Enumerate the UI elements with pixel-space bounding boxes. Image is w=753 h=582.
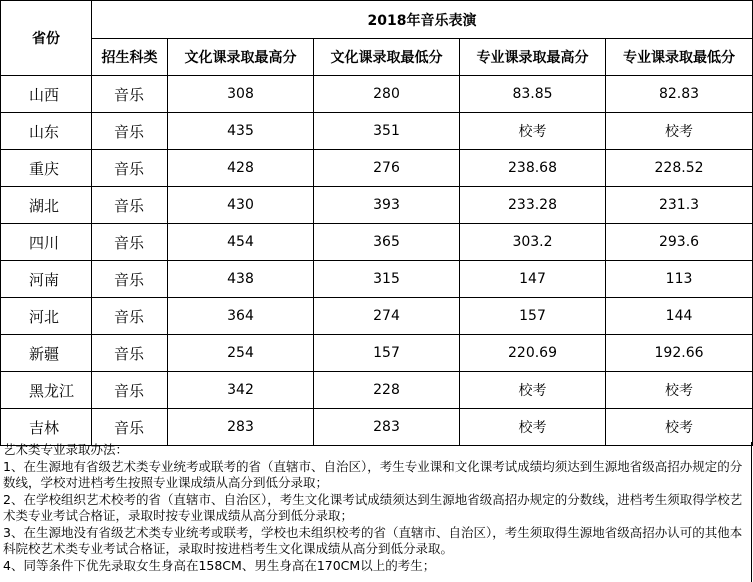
culture-min-cell: 274 [314, 298, 460, 335]
table-row [1, 150, 753, 187]
province-cell: 吉林 [1, 409, 92, 446]
professional-max-cell: 147 [460, 261, 606, 298]
culture-min-cell: 365 [314, 224, 460, 261]
province-cell: 山西 [1, 76, 92, 113]
culture-min-cell: 351 [314, 113, 460, 150]
column-header-culture-max: 文化课录取最高分 [168, 39, 314, 76]
admission-notes [0, 442, 752, 582]
subject-cell: 音乐 [92, 298, 168, 335]
table-row [1, 372, 753, 409]
culture-min-cell: 393 [314, 187, 460, 224]
culture-max-cell: 364 [168, 298, 314, 335]
culture-max-cell: 430 [168, 187, 314, 224]
culture-max-cell: 308 [168, 76, 314, 113]
professional-max-cell: 校考 [460, 409, 606, 446]
notes-item-4: 4、同等条件下优先录取女生身高在158CM、男生身高在170CM以上的考生； [3, 557, 436, 573]
culture-max-cell: 342 [168, 372, 314, 409]
notes-item-3: 3、在生源地没有省级艺术类专业统考或联考，学校也未组织校考的省（直辖市、自治区），考生须取得生源地省级高招办认可的其他本科院校艺术类专业考试合格证，录取时按进档考生文化课成绩从高分到低分录取。 [3, 524, 743, 556]
subject-cell: 音乐 [92, 76, 168, 113]
subject-cell: 音乐 [92, 335, 168, 372]
subject-cell: 音乐 [92, 409, 168, 446]
professional-min-cell: 144 [606, 298, 753, 335]
table-row [1, 261, 753, 298]
notes-heading: 艺术类专业录取办法： [3, 442, 129, 457]
culture-max-cell: 283 [168, 409, 314, 446]
province-cell: 河南 [1, 261, 92, 298]
professional-min-cell: 192.66 [606, 335, 753, 372]
culture-min-cell: 315 [314, 261, 460, 298]
notes-item-2: 2、在学校组织艺术校考的省（直辖市、自治区），考生文化课考试成绩须达到生源地省级高招办规定的分数线，进档考生须取得学校艺术类专业考试合格证，录取时按专业课成绩从高分到低分录取； [3, 491, 743, 523]
table-title: 2018年音乐表演 [92, 1, 753, 39]
professional-min-cell: 校考 [606, 409, 753, 446]
table-row [1, 224, 753, 261]
professional-max-cell: 校考 [460, 372, 606, 409]
professional-min-cell: 校考 [606, 372, 753, 409]
province-cell: 四川 [1, 224, 92, 261]
culture-min-cell: 228 [314, 372, 460, 409]
subject-cell: 音乐 [92, 261, 168, 298]
subject-cell: 音乐 [92, 187, 168, 224]
notes-item-1: 1、在生源地有省级艺术类专业统考或联考的省（直辖市、自治区），考生专业课和文化课考试成绩均须达到生源地省级高招办规定的分数线，学校对进档考生按照专业课成绩从高分到低分录取； [3, 458, 743, 490]
table-row [1, 187, 753, 224]
professional-min-cell: 228.52 [606, 150, 753, 187]
professional-max-cell: 238.68 [460, 150, 606, 187]
column-header-professional-min: 专业课录取最低分 [606, 39, 753, 76]
province-header: 省份 [1, 1, 92, 76]
culture-max-cell: 254 [168, 335, 314, 372]
subject-cell: 音乐 [92, 372, 168, 409]
culture-min-cell: 276 [314, 150, 460, 187]
professional-min-cell: 293.6 [606, 224, 753, 261]
professional-max-cell: 303.2 [460, 224, 606, 261]
professional-min-cell: 231.3 [606, 187, 753, 224]
subject-cell: 音乐 [92, 150, 168, 187]
professional-max-cell: 220.69 [460, 335, 606, 372]
column-header-culture-min: 文化课录取最低分 [314, 39, 460, 76]
subject-cell: 音乐 [92, 113, 168, 150]
table-row [1, 76, 753, 113]
professional-max-cell: 83.85 [460, 76, 606, 113]
province-cell: 山东 [1, 113, 92, 150]
subject-cell: 音乐 [92, 224, 168, 261]
culture-min-cell: 280 [314, 76, 460, 113]
professional-min-cell: 82.83 [606, 76, 753, 113]
table-row [1, 335, 753, 372]
culture-max-cell: 454 [168, 224, 314, 261]
province-cell: 河北 [1, 298, 92, 335]
province-cell: 重庆 [1, 150, 92, 187]
culture-min-cell: 157 [314, 335, 460, 372]
professional-max-cell: 233.28 [460, 187, 606, 224]
province-cell: 黑龙江 [1, 372, 92, 409]
column-header-professional-max: 专业课录取最高分 [460, 39, 606, 76]
professional-min-cell: 校考 [606, 113, 753, 150]
professional-min-cell: 113 [606, 261, 753, 298]
province-cell: 新疆 [1, 335, 92, 372]
professional-max-cell: 157 [460, 298, 606, 335]
culture-max-cell: 435 [168, 113, 314, 150]
culture-min-cell: 283 [314, 409, 460, 446]
column-header-subject: 招生科类 [92, 39, 168, 76]
culture-max-cell: 438 [168, 261, 314, 298]
table-row [1, 113, 753, 150]
professional-max-cell: 校考 [460, 113, 606, 150]
province-cell: 湖北 [1, 187, 92, 224]
culture-max-cell: 428 [168, 150, 314, 187]
table-row [1, 409, 753, 446]
table-row [1, 298, 753, 335]
